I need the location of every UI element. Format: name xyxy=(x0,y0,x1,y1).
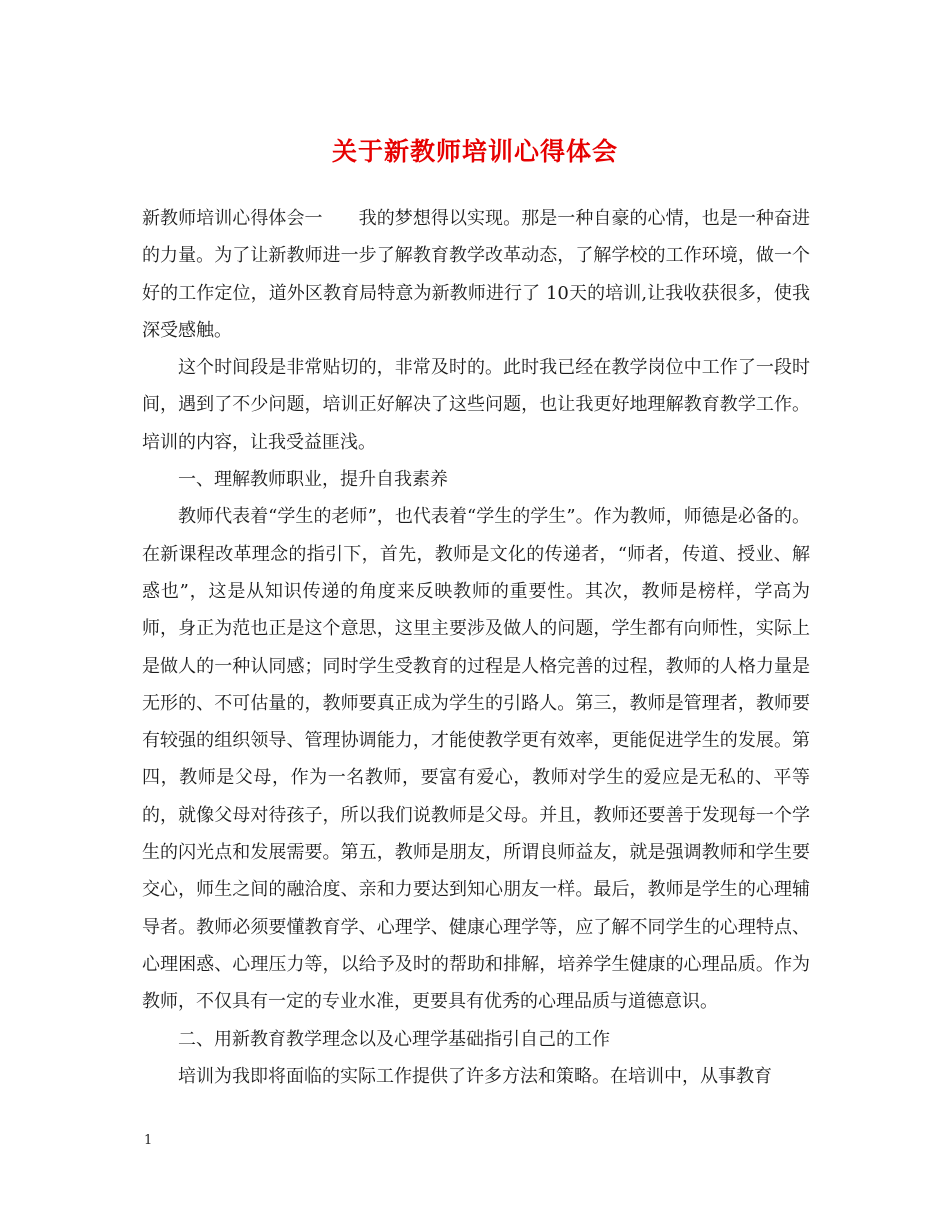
paragraph-timing: 这个时间段是非常贴切的，非常及时的。此时我已经在教学岗位中工作了一段时间，遇到了不少问题，培训正好解决了这些问题，也让我更好地理解教育教学工作。培训的内容，让我受益匪浅。 xyxy=(142,357,810,453)
section-heading-1: 一、理解教师职业，提升自我素养 xyxy=(178,469,448,491)
paragraph-intro: 新教师培训心得体会一 我的梦想得以实现。那是一种自豪的心情，也是一种奋进的力量。为了让新教师进一步了解教育教学改革动态，了解学校的工作环境，做一个好的工作定位，道外区教育局特意为新教师进行了 10天的培训,让我收获很多，使我深受感触。 xyxy=(142,208,810,341)
page-number: 1 xyxy=(144,1133,153,1148)
paragraph-training-methods: 培训为我即将面临的实际工作提供了许多方法和策略。在培训中，从事教育 xyxy=(178,1065,772,1087)
document-body xyxy=(142,200,810,1095)
paragraph-teacher-roles: 教师代表着“学生的老师”，也代表着“学生的学生”。作为教师，师德是必备的。在新课程改革理念的指引下，首先，教师是文化的传递者，“师者，传道、授业、解惑也”，这是从知识传递的角度来反映教师的重要性。其次，教师是榜样，学高为师，身正为范也正是这个意思，这里主要涉及做人的问题，学生都有向师性，实际上是做人的一种认同感；同时学生受教育的过程是人格完善的过程，教师的人格力量是无形的、不可估量的，教师要真正成为学生的引路人。第三，教师是管理者，教师要有较强的组织领导、管理协调能力，才能使教学更有效率，更能促进学生的发展。第四，教师是父母，作为一名教师，要富有爱心，教师对学生的爱应是无私的、平等的，就像父母对待孩子，所以我们说教师是父母。并且，教师还要善于发现每一个学生的闪光点和发展需要。第五，教师是朋友，所谓良师益友，就是强调教师和学生要交心，师生之间的融洽度、亲和力要达到知心朋友一样。最后，教师是学生的心理辅导者。教师必须要懂教育学、心理学、健康心理学等，应了解不同学生的心理特点、心理困惑、心理压力等，以给予及时的帮助和排解，培养学生健康的心理品质。作为教师，不仅具有一定的专业水准，更要具有优秀的心理品质与道德意识。 xyxy=(142,506,810,1013)
section-heading-2: 二、用新教育教学理念以及心理学基础指引自己的工作 xyxy=(178,1028,610,1050)
document-title: 关于新教师培训心得体会 xyxy=(331,137,618,166)
